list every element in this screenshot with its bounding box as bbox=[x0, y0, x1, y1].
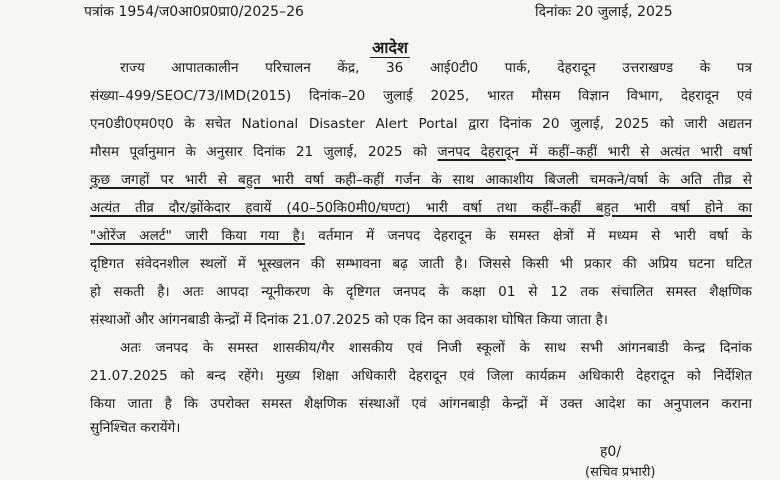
body-line-5: कुछ जगहों पर भारी से बहुत भारी वर्षा कही–कहीं गर्जन के साथ आकाशीय बिजली चमकने/वर्षा के अति तीव्र से bbox=[90, 172, 752, 188]
body-line-11: अतः जनपद के समस्त शासकीय/गैर शासकीय एवं निजी स्कूलों के साथ सभी आंगनबाडी केन्द्र दिनांक bbox=[120, 340, 752, 356]
alert-highlight: जनपद देहरादून में कहीं–कहीं भारी से अत्यंत भारी वर्षा bbox=[437, 144, 752, 160]
body-line-4: मौसम पूर्वानुमान के अनुसार दिनांक 21 जुलाई, 2025 को जनपद देहरादून में कहीं–कहीं भारी से अत्यंत भारी वर्षा bbox=[90, 144, 752, 160]
body-line-6: अत्यंत तीव्र दौर/झोंकेदार हवायें (40–50कि0मी0/घण्टा) भारी वर्षा तथा कहीं–कहीं बहुत भारी वर्षा होने का bbox=[90, 200, 752, 216]
body-line-7: "ओरेंज अलर्ट" जारी किया गया है। वर्तमान में जनपद देहरादून के समस्त क्षेत्रों में मध्यम से भारी वर्षा के bbox=[90, 228, 752, 244]
signature-initial: ह0/ bbox=[600, 444, 622, 460]
body-line-9: हो सकती है। अतः आपदा न्यूनीकरण के दृष्टिगत जनपद के कक्षा 01 से 12 तक संचालित समस्त शैक्षणिक bbox=[90, 284, 752, 300]
orange-alert-text: "ओरेंज अलर्ट" जारी किया गया है। bbox=[90, 228, 305, 244]
body-line-1: राज्य आपातकालीन परिचालन केंद्र, 36 आई0टी0 पार्क, देहरादून उत्तराखण्ड के पत्र bbox=[120, 60, 752, 76]
body-line-13: किया जाता है कि उपरोक्त समस्त शैक्षणिक संस्थाओं एवं आंगनबाड़ी केन्द्रों में उक्त आदेश का अनुपालन कराना bbox=[90, 396, 752, 412]
body-line-3: एन0डी0एम0ए0 के सचेत National Disaster Alert Portal द्वारा दिनांक 20 जुलाई, 2025 को जारी अद्यतन bbox=[90, 116, 752, 132]
body-line-2: संख्या–499/SEOC/73/IMD(2015) दिनांक–20 जुलाई 2025, भारत मौसम विज्ञान विभाग, देहरादून एवं bbox=[90, 88, 752, 104]
body-line-12: 21.07.2025 को बन्द रहेंगे। मुख्य शिक्षा अधिकारी देहरादून एवं जिला कार्यक्रम अधिकारी देहरादून को निर्देशित bbox=[90, 368, 752, 384]
signature-designation: (सचिव प्रभारी) bbox=[585, 465, 656, 480]
body-line-8: दृष्टिगत संवेदनशील स्थलों में भूस्खलन की सम्भावना बढ़ जाती है। जिससे किसी भी प्रकार की अप्रिय घटना घटित bbox=[90, 256, 752, 272]
body-line-14: सुनिश्चित करायेंगे। bbox=[90, 420, 181, 436]
order-title: आदेश bbox=[372, 38, 408, 57]
order-date: दिनांकः 20 जुलाई, 2025 bbox=[535, 4, 673, 20]
reference-number: पत्रांक 1954/ज0आ0प्र0प्रा0/2025–26 bbox=[84, 4, 304, 20]
body-line-10: संस्थाओं और आंगनबाडी केन्द्रों में दिनांक 21.07.2025 को एक दिन का अवकाश घोषित किया जाता है। bbox=[90, 312, 608, 328]
